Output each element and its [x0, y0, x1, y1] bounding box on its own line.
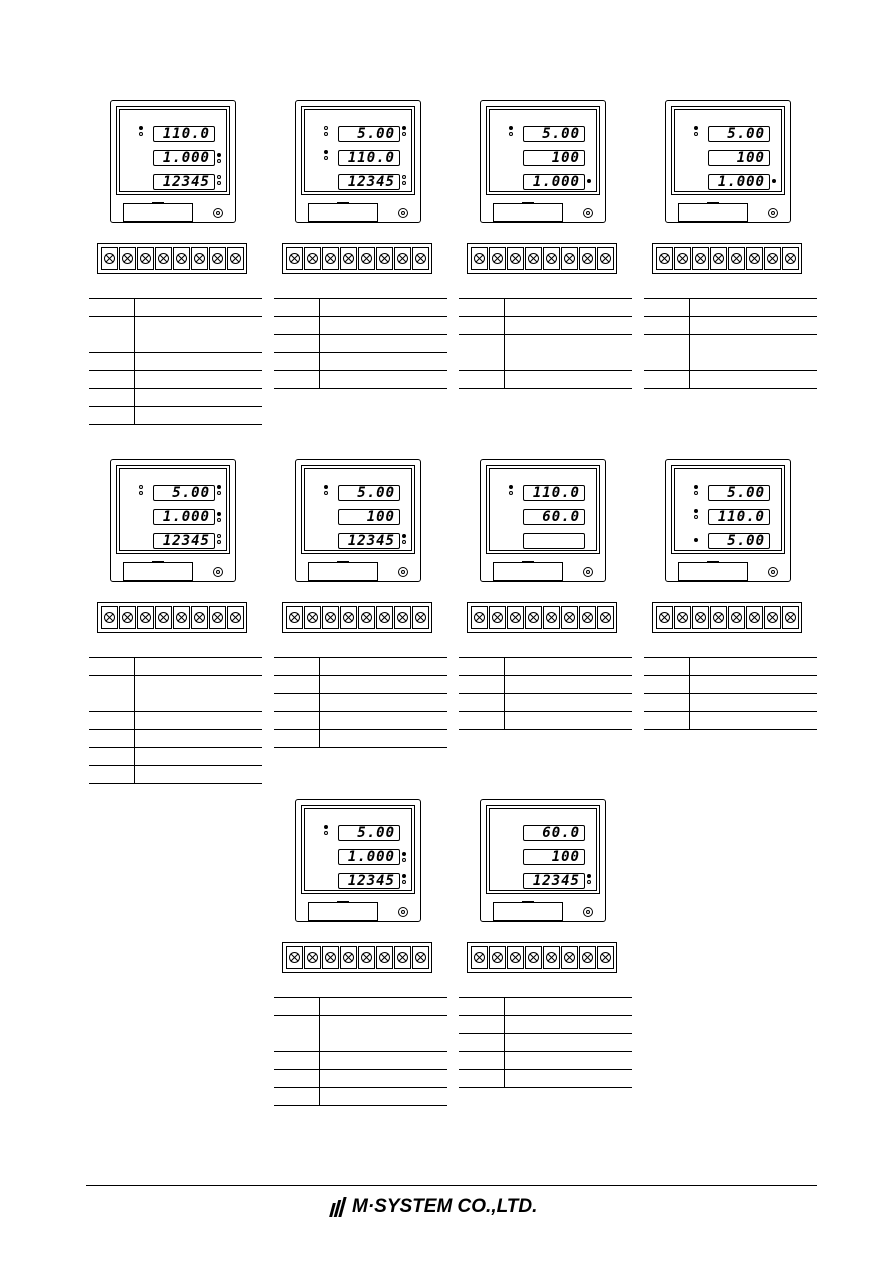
screw-icon: [325, 952, 336, 963]
screw-icon: [564, 952, 575, 963]
display-window: [116, 465, 230, 554]
screw-icon: [677, 612, 688, 623]
terminal-block: [652, 243, 802, 274]
terminal-assignment-table: [274, 997, 447, 1106]
terminal-block: [282, 602, 432, 633]
table-row: [274, 998, 447, 1016]
display-line-3: 1.000: [708, 174, 770, 190]
screw-icon: [510, 952, 521, 963]
table-row: [89, 389, 262, 407]
screw-icon: [230, 612, 241, 623]
display-line-2: 100: [708, 150, 770, 166]
panel-meter: [295, 799, 421, 922]
adjust-knob-icon: [768, 567, 778, 577]
table-row: [274, 353, 447, 371]
table-row: [89, 371, 262, 389]
screw-icon: [600, 952, 611, 963]
status-led-indicator: [694, 538, 699, 550]
screw-icon: [361, 612, 372, 623]
screw-icon: [307, 952, 318, 963]
adjust-knob-icon: [398, 208, 408, 218]
screw-icon: [212, 253, 223, 264]
display-line-1: 110.0: [153, 126, 215, 142]
terminal-assignment-table: [459, 997, 632, 1088]
screw-icon: [415, 253, 426, 264]
status-led-indicator: [694, 485, 699, 497]
screw-icon: [492, 952, 503, 963]
display-line-3: 5.00: [708, 533, 770, 549]
status-led-indicator: [324, 825, 329, 837]
adjust-knob-icon: [583, 208, 593, 218]
display-window: [671, 465, 785, 554]
display-line-3: [523, 533, 585, 549]
panel-meter: [480, 459, 606, 582]
label-slot: [678, 562, 748, 581]
screw-icon: [731, 612, 742, 623]
screw-icon: [397, 253, 408, 264]
display-line-2: 100: [338, 509, 400, 525]
display-line-3: 12345: [338, 873, 400, 889]
screw-icon: [510, 253, 521, 264]
table-row: [459, 676, 632, 694]
screw-icon: [325, 612, 336, 623]
display-window: [486, 805, 600, 894]
table-row: [274, 371, 447, 389]
screw-icon: [176, 253, 187, 264]
screw-icon: [289, 952, 300, 963]
screw-icon: [564, 253, 575, 264]
terminal-assignment-table: [644, 657, 817, 730]
table-row: [274, 299, 447, 317]
screw-icon: [767, 612, 778, 623]
adjust-knob-icon: [768, 208, 778, 218]
display-line-2: 60.0: [523, 509, 585, 525]
screw-icon: [194, 612, 205, 623]
status-led-indicator: [217, 485, 222, 497]
status-led-indicator: [402, 126, 407, 138]
table-row: [274, 317, 447, 335]
screw-icon: [713, 253, 724, 264]
table-row: [459, 694, 632, 712]
screw-icon: [212, 612, 223, 623]
table-row: [274, 712, 447, 730]
table-row: [274, 694, 447, 712]
panel-meter: [665, 459, 791, 582]
display-window: [301, 106, 415, 195]
label-slot: [493, 902, 563, 921]
table-row: [89, 748, 262, 766]
screw-icon: [474, 612, 485, 623]
status-led-indicator: [587, 179, 592, 191]
screw-icon: [140, 612, 151, 623]
display-window: [486, 465, 600, 554]
table-row: [459, 1070, 632, 1088]
screw-icon: [510, 612, 521, 623]
screw-icon: [379, 612, 390, 623]
terminal-assignment-table: [274, 298, 447, 389]
screw-icon: [415, 952, 426, 963]
table-row: [274, 1052, 447, 1070]
label-slot: [493, 562, 563, 581]
screw-icon: [361, 253, 372, 264]
company-logo: [330, 1195, 537, 1219]
status-led-indicator: [402, 852, 407, 864]
display-line-1: 5.00: [338, 126, 400, 142]
screw-icon: [600, 612, 611, 623]
panel-meter: [480, 799, 606, 922]
terminal-block: [467, 602, 617, 633]
table-row: [459, 317, 632, 335]
screw-icon: [582, 612, 593, 623]
table-row: [89, 353, 262, 371]
terminal-assignment-table: [274, 657, 447, 748]
label-slot: [308, 562, 378, 581]
screw-icon: [122, 612, 133, 623]
footer-rule: [86, 1185, 817, 1186]
table-row: [459, 998, 632, 1016]
screw-icon: [546, 253, 557, 264]
status-led-indicator: [402, 534, 407, 546]
screw-icon: [713, 612, 724, 623]
screw-icon: [695, 253, 706, 264]
terminal-block: [97, 602, 247, 633]
display-line-3: 12345: [153, 174, 215, 190]
display-line-1: 5.00: [338, 485, 400, 501]
table-row: [89, 712, 262, 730]
table-row: [644, 299, 817, 317]
table-row: [459, 658, 632, 676]
display-line-1: 5.00: [708, 485, 770, 501]
m-system-logo-icon: [330, 1197, 348, 1217]
display-line-1: 5.00: [523, 126, 585, 142]
adjust-knob-icon: [398, 907, 408, 917]
table-row: [89, 658, 262, 676]
status-led-indicator: [139, 126, 144, 138]
table-row: [89, 407, 262, 425]
screw-icon: [528, 612, 539, 623]
adjust-knob-icon: [583, 567, 593, 577]
display-window: [301, 805, 415, 894]
status-led-indicator: [509, 485, 514, 497]
table-row: [89, 676, 262, 712]
screw-icon: [343, 952, 354, 963]
screw-icon: [307, 612, 318, 623]
screw-icon: [397, 612, 408, 623]
status-led-indicator: [324, 126, 329, 138]
screw-icon: [492, 612, 503, 623]
adjust-knob-icon: [213, 567, 223, 577]
label-slot: [308, 902, 378, 921]
display-line-1: 60.0: [523, 825, 585, 841]
table-row: [644, 317, 817, 335]
table-row: [274, 1070, 447, 1088]
terminal-block: [467, 942, 617, 973]
screw-icon: [104, 253, 115, 264]
terminal-block: [652, 602, 802, 633]
screw-icon: [731, 253, 742, 264]
label-slot: [308, 203, 378, 222]
table-row: [274, 1088, 447, 1106]
screw-icon: [140, 253, 151, 264]
panel-meter: [665, 100, 791, 223]
display-line-2: 110.0: [338, 150, 400, 166]
table-row: [644, 371, 817, 389]
display-window: [486, 106, 600, 195]
screw-icon: [528, 253, 539, 264]
screw-icon: [343, 612, 354, 623]
terminal-block: [467, 243, 617, 274]
display-line-2: 1.000: [153, 150, 215, 166]
screw-icon: [600, 253, 611, 264]
screw-icon: [695, 612, 706, 623]
screw-icon: [474, 952, 485, 963]
screw-icon: [307, 253, 318, 264]
screw-icon: [379, 952, 390, 963]
terminal-block: [97, 243, 247, 274]
screw-icon: [194, 253, 205, 264]
table-row: [274, 658, 447, 676]
terminal-assignment-table: [459, 657, 632, 730]
status-led-indicator: [694, 509, 699, 521]
screw-icon: [564, 612, 575, 623]
screw-icon: [104, 612, 115, 623]
panel-meter: [295, 100, 421, 223]
table-row: [644, 694, 817, 712]
panel-meter: [480, 100, 606, 223]
screw-icon: [785, 253, 796, 264]
table-row: [644, 712, 817, 730]
table-row: [644, 676, 817, 694]
screw-icon: [546, 952, 557, 963]
table-row: [459, 371, 632, 389]
screw-icon: [767, 253, 778, 264]
adjust-knob-icon: [398, 567, 408, 577]
display-line-2: 110.0: [708, 509, 770, 525]
display-line-3: 12345: [523, 873, 585, 889]
status-led-indicator: [217, 512, 222, 524]
status-led-indicator: [772, 179, 777, 191]
display-line-2: 100: [523, 849, 585, 865]
table-row: [89, 766, 262, 784]
status-led-indicator: [694, 126, 699, 138]
screw-icon: [415, 612, 426, 623]
status-led-indicator: [402, 874, 407, 886]
table-row: [459, 1052, 632, 1070]
status-led-indicator: [509, 126, 514, 138]
screw-icon: [677, 253, 688, 264]
panel-meter: [295, 459, 421, 582]
table-row: [274, 676, 447, 694]
screw-icon: [176, 612, 187, 623]
table-row: [459, 1034, 632, 1052]
screw-icon: [582, 253, 593, 264]
display-line-2: 100: [523, 150, 585, 166]
status-led-indicator: [402, 175, 407, 187]
screw-icon: [361, 952, 372, 963]
label-slot: [493, 203, 563, 222]
display-line-2: 1.000: [338, 849, 400, 865]
screw-icon: [582, 952, 593, 963]
table-row: [644, 658, 817, 676]
status-led-indicator: [217, 534, 222, 546]
status-led-indicator: [587, 874, 592, 886]
screw-icon: [528, 952, 539, 963]
display-window: [116, 106, 230, 195]
company-name: M·SYSTEM CO.,LTD.: [352, 1196, 538, 1217]
terminal-block: [282, 243, 432, 274]
label-slot: [123, 203, 193, 222]
display-line-1: 5.00: [708, 126, 770, 142]
screw-icon: [749, 253, 760, 264]
table-row: [89, 299, 262, 317]
display-window: [671, 106, 785, 195]
status-led-indicator: [217, 175, 222, 187]
status-led-indicator: [217, 153, 222, 165]
screw-icon: [379, 253, 390, 264]
screw-icon: [230, 253, 241, 264]
screw-icon: [122, 253, 133, 264]
screw-icon: [397, 952, 408, 963]
screw-icon: [325, 253, 336, 264]
adjust-knob-icon: [213, 208, 223, 218]
table-row: [644, 335, 817, 371]
table-row: [89, 317, 262, 353]
terminal-assignment-table: [459, 298, 632, 389]
panel-meter: [110, 459, 236, 582]
label-slot: [123, 562, 193, 581]
table-row: [89, 730, 262, 748]
label-slot: [678, 203, 748, 222]
display-line-3: 12345: [338, 174, 400, 190]
status-led-indicator: [324, 150, 329, 162]
display-line-1: 5.00: [338, 825, 400, 841]
screw-icon: [158, 253, 169, 264]
screw-icon: [749, 612, 760, 623]
table-row: [274, 730, 447, 748]
display-line-2: 1.000: [153, 509, 215, 525]
screw-icon: [785, 612, 796, 623]
screw-icon: [546, 612, 557, 623]
status-led-indicator: [324, 485, 329, 497]
table-row: [274, 1016, 447, 1052]
terminal-assignment-table: [644, 298, 817, 389]
display-line-3: 12345: [153, 533, 215, 549]
display-line-1: 110.0: [523, 485, 585, 501]
table-row: [274, 335, 447, 353]
screw-icon: [289, 253, 300, 264]
table-row: [459, 712, 632, 730]
panel-meter: [110, 100, 236, 223]
screw-icon: [659, 253, 670, 264]
screw-icon: [492, 253, 503, 264]
display-line-1: 5.00: [153, 485, 215, 501]
display-window: [301, 465, 415, 554]
screw-icon: [474, 253, 485, 264]
screw-icon: [343, 253, 354, 264]
table-row: [459, 299, 632, 317]
terminal-assignment-table: [89, 657, 262, 784]
terminal-block: [282, 942, 432, 973]
display-line-3: 12345: [338, 533, 400, 549]
screw-icon: [289, 612, 300, 623]
table-row: [459, 335, 632, 371]
terminal-assignment-table: [89, 298, 262, 425]
table-row: [459, 1016, 632, 1034]
screw-icon: [659, 612, 670, 623]
screw-icon: [158, 612, 169, 623]
display-line-3: 1.000: [523, 174, 585, 190]
adjust-knob-icon: [583, 907, 593, 917]
status-led-indicator: [139, 485, 144, 497]
